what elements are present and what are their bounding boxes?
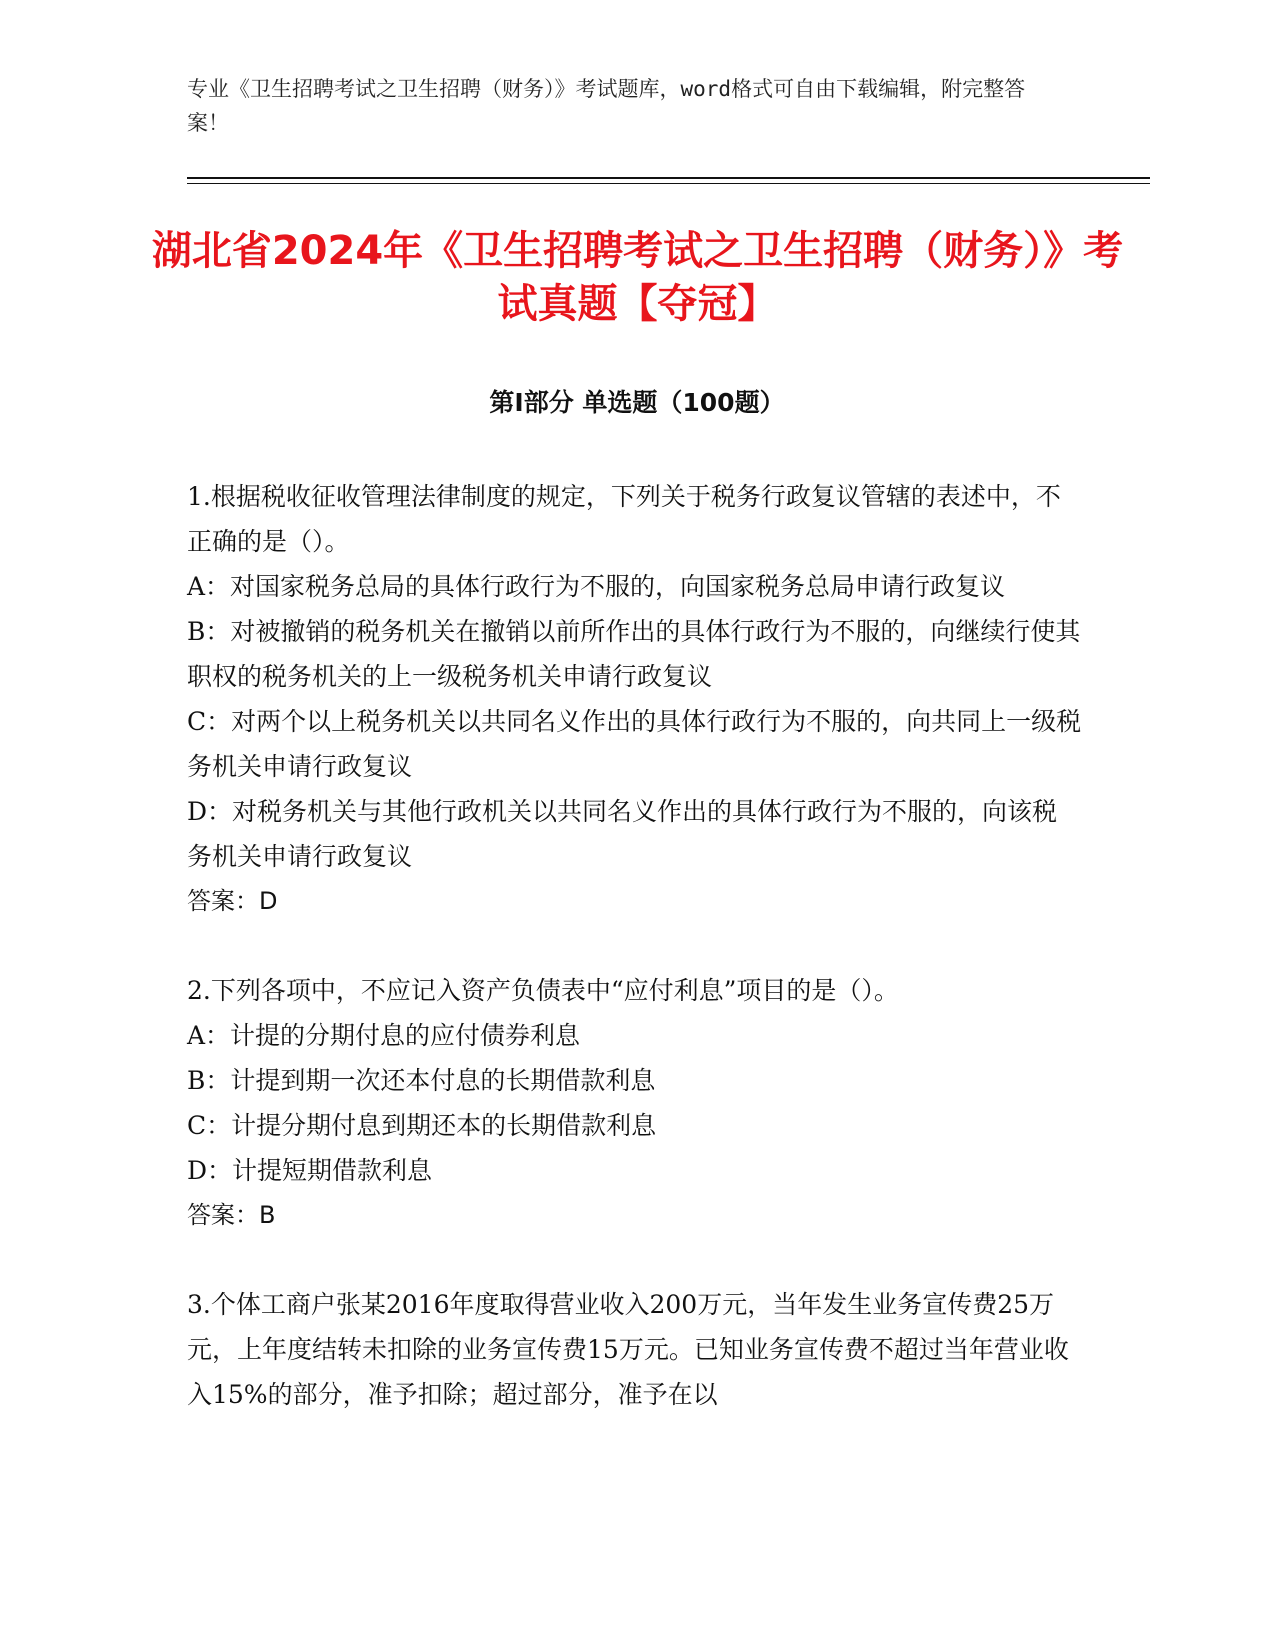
option-c: C：计提分期付息到期还本的长期借款利息 [187,1111,657,1140]
answer: 答案：D [187,887,278,915]
question-stem: 3.个体工商户张某2016年度取得营业收入200万元，当年发生业务宣传费25万元，上年度结转未扣除的业务宣传费15万元。已知业务宣传费不超过当年营业收入15%的部分，准予扣除；超过部分，准予在以 [187,1290,1069,1409]
question-stem: 1.根据税收征收管理法律制度的规定，下列关于税务行政复议管辖的表述中，不正确的是（）。 [187,482,1061,556]
question-3 [187,1282,1082,1417]
option-a: A：对国家税务总局的具体行政行为不服的，向国家税务总局申请行政复议 [187,572,1006,601]
option-a: A：计提的分期付息的应付债券利息 [187,1021,581,1050]
question-2 [187,968,1082,1238]
option-d: D：计提短期借款利息 [187,1156,433,1185]
question-list [187,474,1082,1461]
option-d: D：对税务机关与其他行政机关以共同名义作出的具体行政行为不服的，向该税务机关申请行政复议 [187,797,1058,871]
option-c: C：对两个以上税务机关以共同名义作出的具体行政行为不服的，向共同上一级税务机关申请行政复议 [187,707,1082,781]
header-note: 专业《卫生招聘考试之卫生招聘（财务）》考试题库，word格式可自由下载编辑，附完整答案！ [187,77,1026,135]
question-1 [187,474,1082,924]
question-stem: 2.下列各项中，不应记入资产负债表中“应付利息”项目的是（）。 [187,976,899,1005]
header-divider-thick [187,177,1150,179]
document-title: 湖北省2024年《卫生招聘考试之卫生招聘（财务）》考试真题【夺冠】 [151,228,1124,327]
header-divider-thin [187,183,1150,184]
option-b: B：计提到期一次还本付息的长期借款利息 [187,1066,656,1095]
answer: 答案：B [187,1201,276,1229]
section-title: 第I部分 单选题（100题） [489,388,785,417]
option-b: B：对被撤销的税务机关在撤销以前所作出的具体行政行为不服的，向继续行使其职权的税务机关的上一级税务机关申请行政复议 [187,617,1081,691]
